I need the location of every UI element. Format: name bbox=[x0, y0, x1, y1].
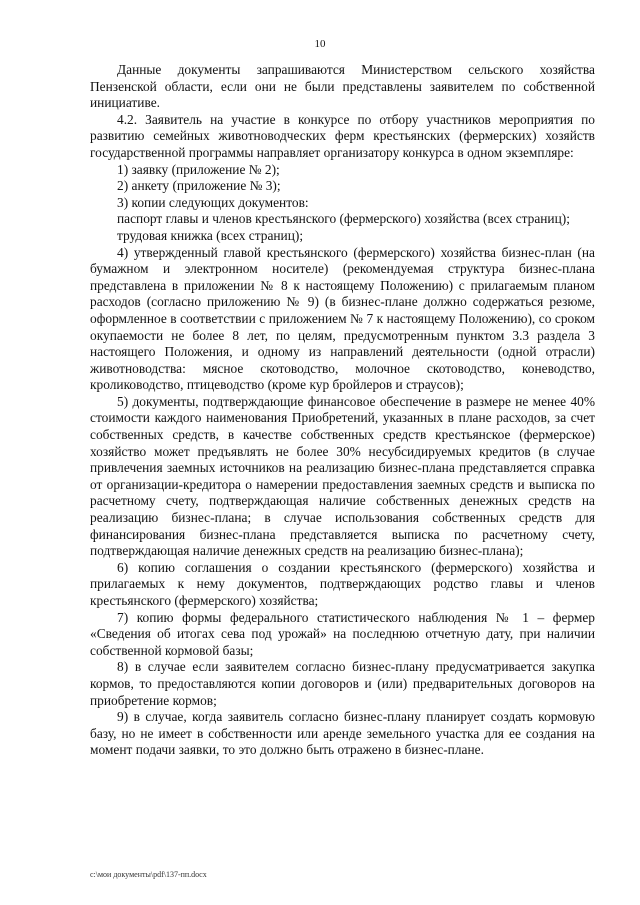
sub-item: паспорт главы и членов крестьянского (фермерского) хозяйства (всех страниц); bbox=[117, 211, 570, 227]
paragraph: 4.2. Заявитель на участие в конкурсе по отбору участников мероприятия по развитию семейных животноводческих ферм крестьянских (фермерских) хозяйств государственной программы направляет организатору конкурса в одном экземпляре: bbox=[90, 111, 595, 160]
list-item: 4) утвержденный главой крестьянского (фермерского) хозяйства бизнес-план (на бумажном и электронном носителе) (рекомендуемая структура бизнес-плана представлена в приложении № 8 к настоящему Положению) с прилагаемым планом расходов (согласно приложению № 9) (в бизнес-плане должно содержаться резюме, оформленное в соответствии с приложением № 7 к настоящему Положению), со сроком окупаемости не более 8 лет, по целям, предусмотренным пунктом 3.3 раздела 3 настоящего Положения, и одному из направлений деятельности (одной отрасли) животноводства: мясное скотоводство, молочное скотоводство, коневодство, кролиководство, птицеводство (кроме кур бройлеров и страусов); bbox=[90, 244, 595, 393]
list-item: 5) документы, подтверждающие финансовое обеспечение в размере не менее 40% стоимости каждого наименования Приобретений, указанных в плане расходов, за счет собственных средств, в качестве собственных средств крестьянское (фермерское) хозяйство может предъявлять не более 30% несубсидируемых кредитов (в случае привлечения заемных источников на реализацию бизнес-плана представляется справка от организации-кредитора о намерении предоставления заемных средств и выписка по расчетному счету, подтверждающая наличие собственных денежных средств на реализацию бизнес-плана; в случае использования собственных средств для финансирования бизнес-плана представляется выписка по расчетному счету, подтверждающая наличие денежных средств на реализацию бизнес-плана); bbox=[90, 393, 595, 559]
document-body bbox=[90, 62, 595, 759]
list-item: 2) анкету (приложение № 3); bbox=[117, 178, 281, 194]
list-item: 1) заявку (приложение № 2); bbox=[117, 161, 280, 177]
paragraph: Данные документы запрашиваются Министерством сельского хозяйства Пензенской области, если они не были представлены заявителем по собственной инициативе. bbox=[90, 62, 595, 111]
list-item: 3) копии следующих документов: bbox=[117, 194, 309, 210]
page-number: 10 bbox=[314, 38, 326, 50]
list-item: 8) в случае если заявителем согласно бизнес-плану предусматривается закупка кормов, то предоставляются копии договоров и (или) предварительных договоров на приобретение кормов; bbox=[90, 659, 595, 708]
sub-item: трудовая книжка (всех страниц); bbox=[117, 227, 304, 243]
footer-file-path: c:\мои документы\pdf\137-пп.docx bbox=[90, 870, 207, 879]
list-item: 9) в случае, когда заявитель согласно бизнес-плану планирует создать кормовую базу, но не имеет в собственности или аренде земельного участка для ее создания на момент подачи заявки, то это должно быть отражено в бизнес-плане. bbox=[90, 709, 595, 758]
list-item: 6) копию соглашения о создании крестьянского (фермерского) хозяйства и прилагаемых к нему документов, подтверждающих родство главы и членов крестьянского (фермерского) хозяйства; bbox=[90, 559, 595, 608]
list-item: 7) копию формы федерального статистического наблюдения № 1 – фермер «Сведения об итогах сева под урожай» на последнюю отчетную дату, при наличии собственной кормовой базы; bbox=[90, 609, 595, 658]
